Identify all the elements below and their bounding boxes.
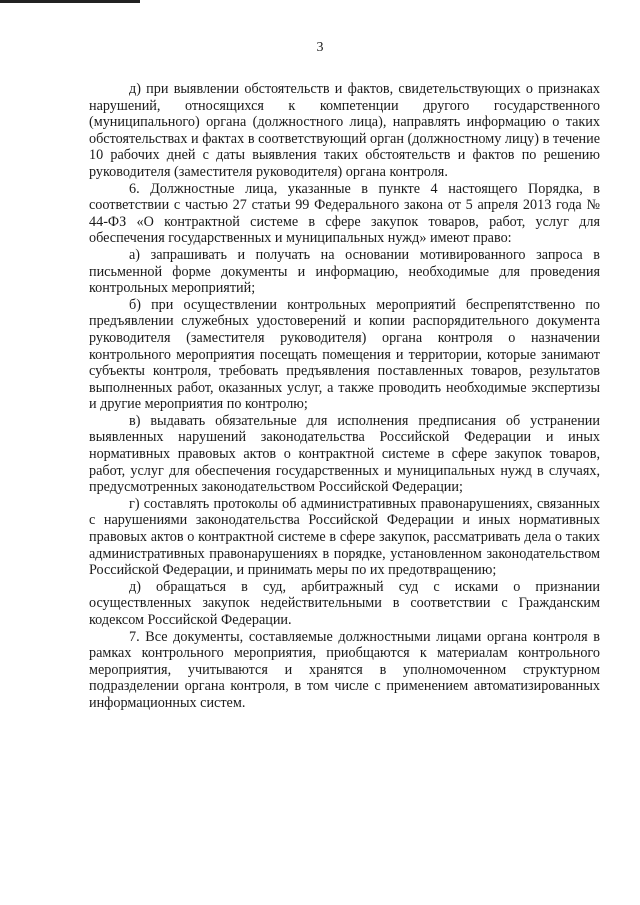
paragraph-d-court: д) обращаться в суд, арбитражный суд с исками о признании осуществленных закупок недействительными в соответствии с Гражданским кодексом Российской Федерации.	[89, 578, 600, 628]
paragraph-d-other-authority: д) при выявлении обстоятельств и фактов, свидетельствующих о признаках нарушений, относящихся к компетенции другого государственного (муниципального) органа (должностного лица), направлять информацию о таких обстоятельствах и фактах в соответствующий орган (должностному лицу) в течение 10 рабочих дней с даты выявления таких обстоятельств и фактов по решению руководителя (заместителя руководителя) органа контроля.	[89, 81, 600, 180]
paragraph-v-issue-orders: в) выдавать обязательные для исполнения предписания об устранении выявленных нарушений законодательства Российской Федерации и иных нормативных правовых актов о контрактной системе в сфере закупок товаров, работ, услуг для обеспечения государственных и муниципальных нужд в случаях, предусмотренных законодательством Российской Федерации;	[89, 412, 600, 496]
paragraph-6-officials-rights: 6. Должностные лица, указанные в пункте 4 настоящего Порядка, в соответствии с частью 27 статьи 99 Федерального закона от 5 апреля 2013 года № 44-ФЗ «О контрактной системе в сфере закупок товаров, работ, услуг для обеспечения государственных и муниципальных нужд» имеют право:	[89, 180, 600, 247]
top-edge-rule	[0, 0, 140, 3]
page-number: 3	[316, 40, 324, 55]
paragraph-b-inspections: б) при осуществлении контрольных мероприятий беспрепятственно по предъявлении служебных удостоверений и копии распорядительного документа руководителя (заместителя руководителя) органа контроля о назначении контрольного мероприятия посещать помещения и территории, которые занимают субъекты контроля, требовать предъявления поставленных товаров, результатов выполненных работ, оказанных услуг, а также проводить необходимые экспертизы и другие мероприятия по контролю;	[89, 296, 600, 413]
paragraph-g-protocols: г) составлять протоколы об административных правонарушениях, связанных с нарушениями законодательства Российской Федерации и иных нормативных правовых актов о контрактной системе в сфере закупок, рассматривать дела о таких административных правонарушениях в порядке, установленном законодательством Российской Федерации, и принимать меры по их предотвращению;	[89, 495, 600, 579]
paragraph-a-request-documents: а) запрашивать и получать на основании мотивированного запроса в письменной форме документы и информацию, необходимые для проведения контрольных мероприятий;	[89, 246, 600, 297]
paragraph-7-documents-storage: 7. Все документы, составляемые должностными лицами органа контроля в рамках контрольного мероприятия, приобщаются к материалам контрольного мероприятия, учитываются и хранятся в уполномоченном структурном подразделении органа контроля, в том числе с применением автоматизированных информационных систем.	[89, 628, 600, 711]
document-body	[89, 81, 600, 712]
